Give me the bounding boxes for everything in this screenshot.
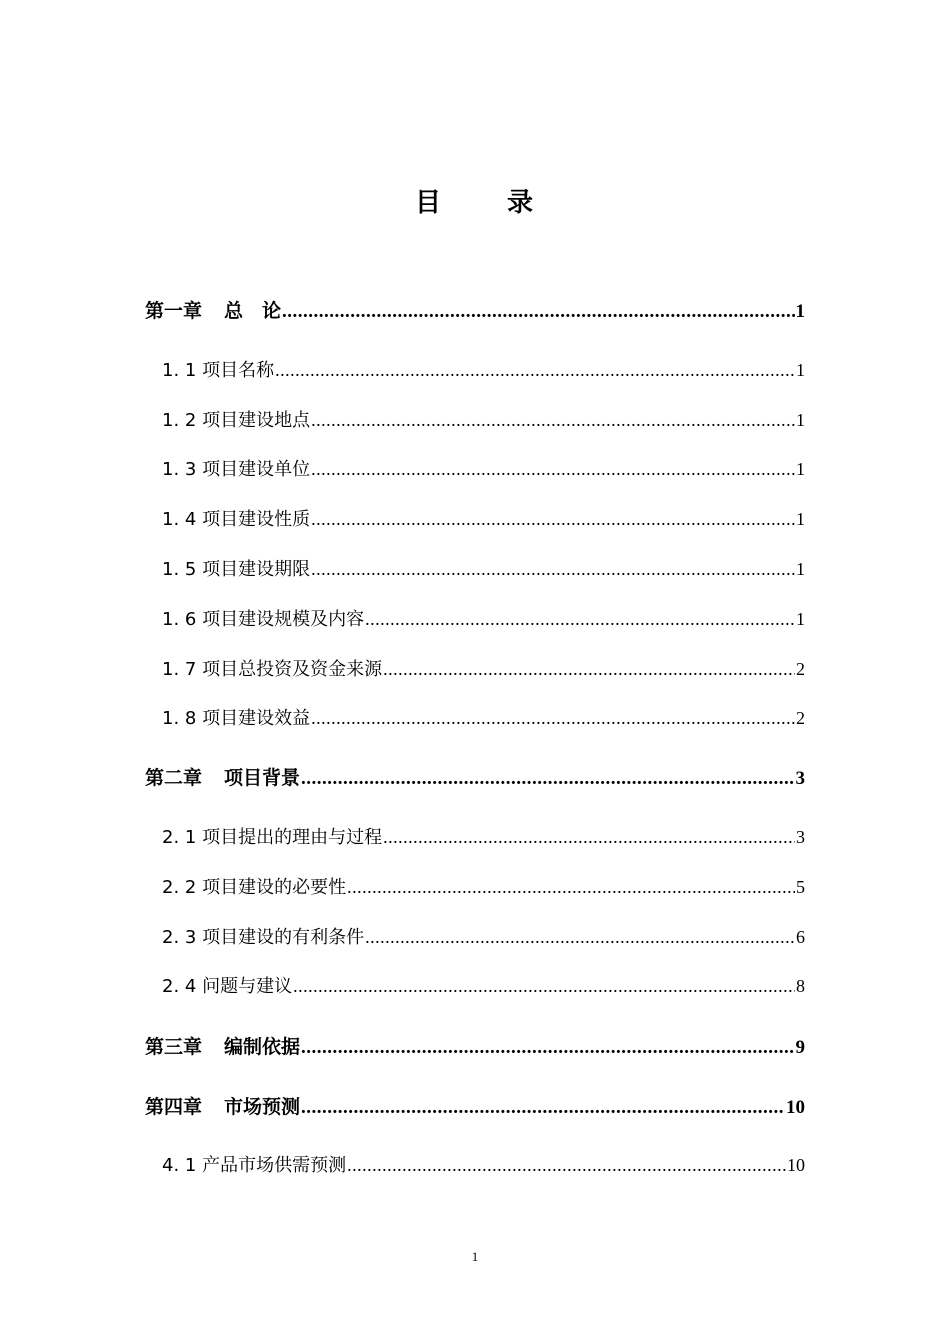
chapter-number: 第二章	[145, 767, 203, 789]
page-footer-number: 1	[471, 1249, 479, 1264]
toc-section-4-1[interactable]	[162, 1151, 805, 1177]
chapter-title: 市场预测	[224, 1096, 301, 1118]
toc-chapter-label	[145, 763, 300, 790]
chapter-title: 总 论	[224, 300, 282, 322]
dot-leader	[311, 509, 795, 530]
dot-leader	[282, 301, 794, 323]
toc-page-number: 1	[795, 301, 805, 322]
toc-section-1-7[interactable]	[162, 655, 805, 681]
dot-leader	[311, 459, 795, 480]
dot-leader	[275, 360, 795, 381]
chapter-title: 编制依据	[224, 1036, 301, 1058]
toc-section-label: 1. 6 项目建设规模及内容	[162, 609, 365, 630]
toc-page-number: 9	[795, 1037, 805, 1058]
toc-chapter-label	[145, 296, 281, 323]
dot-leader	[347, 877, 795, 898]
toc-page-number: 2	[796, 659, 805, 679]
toc-section-label: 2. 4 问题与建议	[162, 976, 293, 997]
chapter-number: 第四章	[145, 1096, 203, 1118]
dot-leader	[311, 708, 795, 729]
dot-leader	[311, 559, 795, 580]
dot-leader	[301, 1037, 794, 1059]
toc-section-label: 2. 2 项目建设的必要性	[162, 877, 347, 898]
chapter-title: 项目背景	[224, 767, 301, 789]
toc-page-number: 1	[796, 559, 805, 579]
toc-chapter-1[interactable]	[145, 296, 805, 322]
toc-page-number: 3	[796, 827, 805, 847]
toc-page-number: 6	[796, 927, 805, 947]
toc-section-label: 1. 4 项目建设性质	[162, 509, 311, 530]
toc-section-label: 2. 1 项目提出的理由与过程	[162, 827, 383, 848]
dot-leader	[301, 1097, 785, 1119]
toc-chapter-2[interactable]	[145, 763, 805, 789]
toc-section-1-1[interactable]	[162, 356, 805, 382]
toc-page-number: 1	[796, 360, 805, 380]
toc-section-1-5[interactable]	[162, 555, 805, 581]
toc-page-number: 8	[796, 976, 805, 996]
toc-section-label: 4. 1 产品市场供需预测	[162, 1155, 347, 1176]
toc-section-2-2[interactable]	[162, 873, 805, 899]
toc-section-label: 1. 8 项目建设效益	[162, 708, 311, 729]
toc-chapter-label	[145, 1092, 300, 1119]
toc-section-2-4[interactable]	[162, 972, 805, 998]
toc-page-number: 5	[796, 877, 805, 897]
dot-leader	[365, 927, 795, 948]
dot-leader	[301, 768, 794, 790]
toc-section-label: 2. 3 项目建设的有利条件	[162, 927, 365, 948]
toc-section-1-3[interactable]	[162, 455, 805, 481]
dot-leader	[311, 410, 795, 431]
toc-section-label: 1. 7 项目总投资及资金来源	[162, 659, 383, 680]
toc-title-char-1: 目	[414, 188, 443, 218]
toc-title-char-2: 录	[507, 188, 536, 218]
toc-page-number: 2	[796, 708, 805, 728]
dot-leader	[383, 659, 795, 680]
toc-title	[0, 182, 950, 219]
toc-chapter-3[interactable]	[145, 1032, 805, 1058]
toc-page-number: 1	[796, 609, 805, 629]
toc-page-number: 10	[787, 1155, 805, 1175]
dot-leader	[347, 1155, 786, 1176]
toc-chapter-label	[145, 1032, 300, 1059]
toc-section-2-1[interactable]	[162, 823, 805, 849]
toc-page-number: 10	[786, 1097, 805, 1118]
dot-leader	[293, 976, 795, 997]
toc-section-1-8[interactable]	[162, 704, 805, 730]
toc-section-label: 1. 3 项目建设单位	[162, 459, 311, 480]
toc-section-label: 1. 1 项目名称	[162, 360, 275, 381]
dot-leader	[365, 609, 795, 630]
toc-chapter-4[interactable]	[145, 1092, 805, 1118]
toc-page-number: 1	[796, 410, 805, 430]
toc-section-1-6[interactable]	[162, 605, 805, 631]
toc-page-number: 1	[796, 459, 805, 479]
toc-section-label: 1. 2 项目建设地点	[162, 410, 311, 431]
dot-leader	[383, 827, 795, 848]
chapter-number: 第三章	[145, 1036, 203, 1058]
toc-section-label: 1. 5 项目建设期限	[162, 559, 311, 580]
toc-section-1-4[interactable]	[162, 505, 805, 531]
toc-page-number: 1	[796, 509, 805, 529]
toc-section-1-2[interactable]	[162, 406, 805, 432]
toc-page-number: 3	[795, 768, 805, 789]
chapter-number: 第一章	[145, 300, 203, 322]
toc-section-2-3[interactable]	[162, 923, 805, 949]
